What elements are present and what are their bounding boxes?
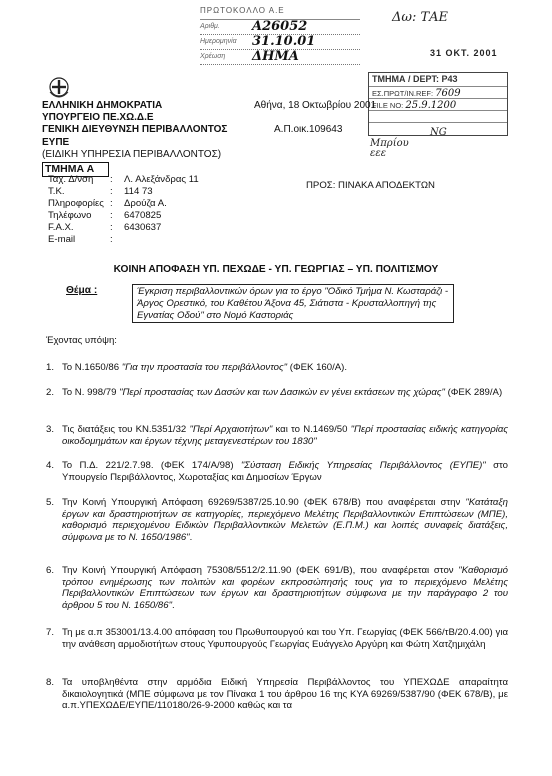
reference-number: Α.Π.οικ.109643 [274,124,343,136]
item-number: 5. [46,497,55,508]
chreosi-label: Χρέωση [200,52,226,60]
contact-value: Δρούζα Α. [124,198,167,210]
received-date-stamp: 31 ΟΚΤ. 2001 [430,48,498,58]
contact-key: F.A.X. [48,222,74,234]
list-item: 2. Το Ν. 998/79 "Περί προστασίας των Δασών και των Δασικών εν γένει εκτάσεων της χώρας" (ΦΕΚ 289/Α) [46,387,503,398]
contact-value: 114 73 [124,186,153,198]
protocol-stamp [200,6,360,74]
contact-key: Ταχ. Δ/νση [48,174,94,185]
list-item: 4. Το Π.Δ. 221/2.7.98. (ΦΕΚ 174/Α/98) "Σύσταση Ειδικής Υπηρεσίας Περιβάλλοντος (ΕΥΠΕ)" στο Υπουργείο Περιβάλλοντος, Χωροταξίας και Δημοσίων Έργων [46,460,508,483]
contact-key: Τ.Κ. [48,186,65,198]
recipient-line: ΠΡΟΣ: ΠΙΝΑΚΑ ΑΠΟΔΕΚΤΩΝ [306,180,435,191]
list-item: 7. Τη με α.π 353001/13.4.00 απόφαση του Πρωθυπουργού και του Υπ. Γεωργίας (ΦΕΚ 566/τΒ/20.4.00) για την ανάθεση αρμοδιοτήτων στους Υφυπουργούς Γεωργίας Ευάγγελο Αργύρη και Φώτη Χατζημιχάλη [46,627,508,650]
contact-key: Πληροφορίες [48,198,104,210]
item-number: 2. [46,387,55,398]
header-eype-full: (ΕΙΔΙΚΗ ΥΠΗΡΕΣΙΑ ΠΕΡΙΒΑΛΛΟΝΤΟΣ) [42,148,222,160]
handwritten-note-2: Μπρίου [370,137,409,149]
contact-value: 6430637 [124,222,162,234]
contact-row: Τ.Κ. : 114 73 [48,186,153,198]
contact-row: F.A.X. : 6430637 [48,222,162,234]
subject-label: Θέμα : [66,285,98,296]
item-number: 1. [46,362,55,373]
protocol-date-handwritten: 31.10.01 [252,34,316,50]
item-number: 6. [46,565,55,576]
chreosi-handwritten: ΔΗΜΑ [252,49,299,65]
contact-value: Λ. Αλεξάνδρας 11 [124,174,199,185]
file-no-handwritten: 25.9.1200 [405,100,457,111]
contact-key: Τηλέφωνο [48,210,92,222]
item-number: 3. [46,424,55,435]
list-item: 1. Το Ν.1650/86 "Για την προστασία του περιβάλλοντος" (ΦΕΚ 160/Α). [46,362,348,373]
date-and-reference [254,100,376,148]
handwritten-note-3: εεε [370,148,387,159]
contact-row: Πληροφορίες : Δρούζα Α. [48,198,167,210]
dept-row: ΤΜΗΜΑ / DEPT: Ρ43 [369,73,507,87]
handwritten-note-1: NG [430,127,447,138]
document-date: Αθήνα, 18 Οκτωβρίου 2001 [254,100,377,111]
in-ref-handwritten: 7609 [435,88,461,99]
protocol-date-label: Ημερομηνία [200,37,237,45]
list-item: 3. Τις διατάξεις του ΚΝ.5351/32 "Περί Αρχαιοτήτων" και το Ν.1469/50 "Περί προστασίας ειδικής κατηγορίας οικοδομημάτων και έργων τέχνης μεταγενεστέρων του 1830" [46,424,508,447]
contact-row: Ταχ. Δ/νση : Λ. Αλεξάνδρας 11 [48,174,199,185]
item-number: 4. [46,460,55,471]
decision-title: ΚΟΙΝΗ ΑΠΟΦΑΣΗ ΥΠ. ΠΕΧΩΔΕ - ΥΠ. ΓΕΩΡΓΙΑΣ – ΥΠ. ΠΟΛΙΤΙΣΜΟΥ [113,264,439,275]
protocol-number-handwritten: Α26052 [252,19,308,35]
issuer-header [42,100,257,177]
contact-row: E-mail : [48,234,113,246]
header-ministry: ΥΠΟΥΡΓΕΙΟ ΠΕ.ΧΩ.Δ.Ε [42,112,154,124]
item-number: 7. [46,627,55,638]
protocol-stamp-header: ΠΡΩΤΟΚΟΛΛΟ Α.Ε [200,6,360,20]
handwritten-top-right-note: Δω: ΤΑΕ [392,10,449,25]
handwritten-notes [370,128,447,160]
list-item: 6. Την Κοινή Υπουργική Απόφαση 75308/5512/2.11.90 (ΦΕΚ 691/Β), που αναφέρεται στον "Καθορισμό τρόπου ενημέρωσης των πολιτών και φορέων εκπροσώπησής τους για το περιεχόμενο Μελέτης Περιβαλλοντικών Επιπτώσεων των έργων και δραστηριοτήτων σύμφωνα με την παράγραφο 2 του άρθρου 5 του Ν. 1650/86". [46,565,508,612]
contact-key: E-mail [48,234,76,246]
contact-row: Τηλέφωνο : 6470825 [48,210,162,222]
header-department: ΤΜΗΜΑ Α [42,162,109,177]
protocol-number-label: Αριθμ. [200,22,220,30]
subject-text: Έγκριση περιβαλλοντικών όρων για το έργο "Οδικό Τμήμα Ν. Κωσταράζι - Άργος Ορεστικό, του Καθέτου Άξονα 45, Σιάτιστα - Κρυσταλλοπηγή της Εγνατίας Οδού" στο Νομό Καστοριάς [132,284,454,323]
header-republic: ΕΛΛΗΝΙΚΗ ΔΗΜΟΚΡΑΤΙΑ [42,100,163,111]
item-number: 8. [46,677,55,688]
header-directorate: ΓΕΝΙΚΗ ΔΙΕΥΘΥΝΣΗ ΠΕΡΙΒΑΛΛΟΝΤΟΣ [42,124,228,136]
greek-emblem-icon [48,76,70,98]
contact-details [48,174,199,247]
considering-heading: Έχοντας υπόψη: [46,335,117,346]
file-no-label: FILE NO: [372,101,404,110]
header-eype: ΕΥΠΕ [42,136,70,148]
list-item: 8. Τα υποβληθέντα στην αρμόδια Ειδική Υπηρεσία Περιβάλλοντος του ΥΠΕΧΩΔΕ απαραίτητα δικαιολογητικά (ΜΠΕ σύμφωνα με τον Πίνακα 1 του άρθρου 16 της ΚΥΑ 69269/5387/90 (ΦΕΚ 678/Β), με α.π.ΥΠΕΧΩΔΕ/ΕΥΠΕ/110180/26-9-2000 καθώς και τα [46,677,508,712]
in-ref-label: ΕΣ.ΠΡΩΤ/IN.REF: [372,89,434,98]
contact-value: 6470825 [124,210,162,222]
list-item: 5. Την Κοινή Υπουργική Απόφαση 69269/5387/25.10.90 (ΦΕΚ 678/Β) που αναφέρεται στην "Κατάταξη έργων και δραστηριοτήτων σε κατηγορίες, περιεχόμενο Μελέτης Περιβαλλοντικών Επιπτώσεων (ΜΠΕ), καθορισμό περιεχομένου Ειδικών Περιβαλλοντικών Μελετών (Ε.Π.Μ.) και λοιπές συναφείς διατάξεις, σύμφωνα με το Ν. 1650/1986". [46,497,508,544]
